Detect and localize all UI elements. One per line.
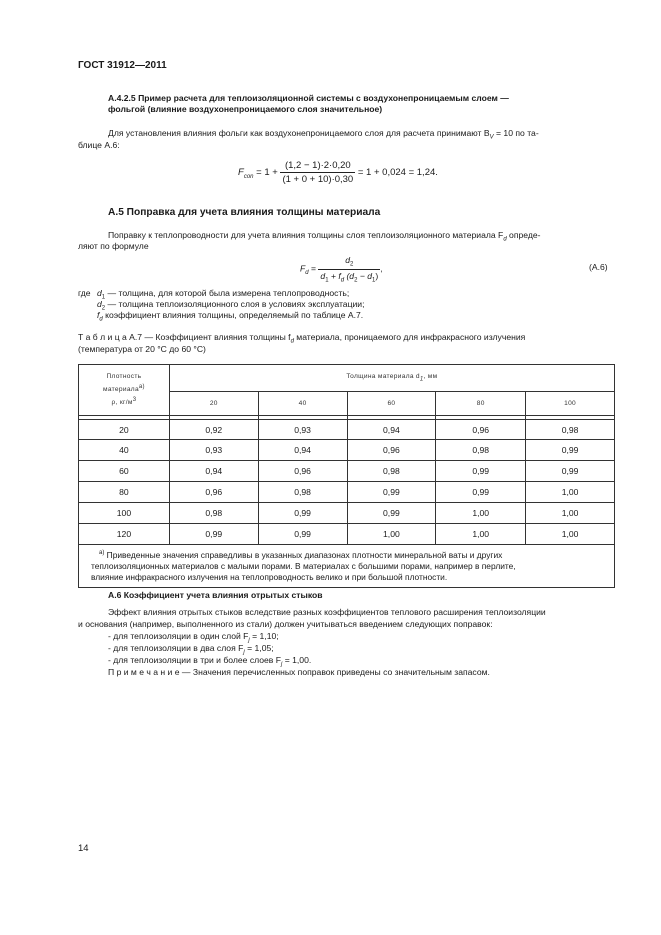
formula-fd-fraction: $\frac{d_2}{d_1 + f_d (d_2 - d_1)}$ [320, 255, 379, 284]
table-a7-caption: Т а б л и ц а А.7 — Коэффициент влияния толщины $f_d$ материала, проницаемого для инфракрасного излучения [78, 332, 526, 345]
value-cell: 0,99 [526, 440, 615, 461]
table-row [79, 503, 615, 524]
formula-fcon-fraction: $\frac{(1,2 - 1)\cdot 2\cdot 0,20}{(1 + 0 + 10)\cdot 0,30}$ [282, 160, 354, 185]
section-a6-paragraph-line2: и основания (например, выполненного из стали) должен учитываться введением следующих поправок: [78, 619, 493, 629]
value-cell: 1,00 [526, 482, 615, 503]
value-cell: 1,00 [436, 524, 526, 545]
value-cell: 1,00 [526, 524, 615, 545]
value-cell: 0,99 [258, 524, 347, 545]
density-cell: 40 [79, 440, 170, 461]
value-cell: 0,94 [169, 461, 258, 482]
table-a7-caption-line2: (температура от 20 °С до 60 °С) [78, 344, 206, 354]
value-cell: 0,96 [347, 440, 436, 461]
value-cell: 0,98 [526, 420, 615, 440]
column-header: 100 [526, 392, 615, 416]
value-cell: 0,99 [436, 482, 526, 503]
section-a6-paragraph-line1: Эффект влияния отрытых стыков вследствие разных коэффициентов теплового расширения теплоизоляции [108, 607, 546, 617]
table-row [79, 461, 615, 482]
value-cell: 0,98 [169, 503, 258, 524]
value-cell: 0,96 [258, 461, 347, 482]
value-cell: 0,96 [169, 482, 258, 503]
section-a5-title: А.5 Поправка для учета влияния толщины материала [108, 207, 381, 218]
value-cell: 0,96 [436, 420, 526, 440]
column-header: 60 [347, 392, 436, 416]
density-cell: 20 [79, 420, 170, 440]
table-footnote-row [79, 545, 615, 588]
section-a425-title-line2: фольгой (влияние воздухонепроницаемого слоя значительное) [108, 104, 383, 114]
column-header: 20 [169, 392, 258, 416]
density-cell: 100 [79, 503, 170, 524]
row-header-density: Плотность материала$^{а)}$ ρ, $кг/м^3$ [79, 365, 170, 416]
definition-d1: $d_1$ — толщина, для которой была измерена теплопроводность; [97, 288, 350, 301]
value-cell: 1,00 [347, 524, 436, 545]
formula-fd: $F_d$ = $\frac{d_2}{d_1 + f_d (d_2 - d_1)}$ , [300, 255, 383, 284]
section-a5-paragraph-line2: ляют по формуле [78, 241, 149, 251]
value-cell: 0,98 [436, 440, 526, 461]
value-cell: 0,93 [258, 420, 347, 440]
column-header: 40 [258, 392, 347, 416]
value-cell: 0,93 [169, 440, 258, 461]
table-a7 [78, 364, 615, 588]
page-number: 14 [78, 843, 89, 854]
value-cell: 1,00 [436, 503, 526, 524]
table-footnote: $^{а)}$ Приведенные значения справедливы в указанных диапазонах плотности минеральной ваты и других теплоизоляционных материалов с малыми порами. В материалах с большими порами, например в перлите, влияние инфракрасного излучения на теплопроводность велико и при большой плотности. [79, 545, 615, 588]
formula-number-a6: (А.6) [589, 262, 608, 272]
table-row [79, 482, 615, 503]
column-header: 80 [436, 392, 526, 416]
table-row [79, 524, 615, 545]
value-cell: 0,99 [258, 503, 347, 524]
correction-item: - для теплоизоляции в два слоя $F_j = 1,05$; [108, 643, 274, 656]
value-cell: 0,98 [258, 482, 347, 503]
section-a425-paragraph-line2: блице А.6: [78, 140, 120, 150]
value-cell: 0,99 [436, 461, 526, 482]
density-cell: 60 [79, 461, 170, 482]
value-cell: 0,98 [347, 461, 436, 482]
section-a5-paragraph-line1: Поправку к теплопроводности для учета влияния толщины слоя теплоизоляционного материала $F_d$ опреде- [108, 230, 541, 243]
section-a425-title-line1: А.4.2.5 Пример расчета для теплоизоляционной системы с воздухонепроницаемым слоем — [108, 93, 509, 103]
definition-d2: $d_2$ — толщина теплоизоляционного слоя в условиях эксплуатации; [97, 299, 365, 312]
section-a425-paragraph-line1: Для установления влияния фольги как воздухонепроницаемого слоя для расчета принимают $B_V = 10$ по та- [108, 128, 539, 141]
value-cell: 1,00 [526, 503, 615, 524]
group-header-thickness: Толщина материала $d_1$, мм [169, 365, 614, 392]
value-cell: 0,92 [169, 420, 258, 440]
section-a6-note: П р и м е ч а н и е — Значения перечисленных поправок приведены со значительным запасом. [108, 667, 490, 677]
where-label: где [78, 288, 91, 298]
density-cell: 80 [79, 482, 170, 503]
density-cell: 120 [79, 524, 170, 545]
value-cell: 0,99 [347, 482, 436, 503]
value-cell: 0,99 [526, 461, 615, 482]
definition-fd: $f_d$ коэффициент влияния толщины, определяемый по таблице А.7. [97, 310, 364, 323]
correction-item: - для теплоизоляции в три и более слоев $F_j = 1,00$. [108, 655, 312, 668]
table-row [79, 440, 615, 461]
value-cell: 0,99 [347, 503, 436, 524]
correction-item: - для теплоизоляции в один слой $F_j = 1,10$; [108, 631, 279, 644]
value-cell: 0,99 [169, 524, 258, 545]
formula-fcon: $F_{con} = 1$ + $\frac{(1,2 - 1)\cdot 2\cdot 0,20}{(1 + 0 + 10)\cdot 0,30}$ = 1 + 0,024 = 1,24. [238, 160, 438, 185]
value-cell: 0,94 [347, 420, 436, 440]
table-row [79, 420, 615, 440]
value-cell: 0,94 [258, 440, 347, 461]
section-a6-title: А.6 Коэффициент учета влияния отрытых стыков [108, 590, 323, 600]
document-header: ГОСТ 31912—2011 [78, 60, 167, 71]
